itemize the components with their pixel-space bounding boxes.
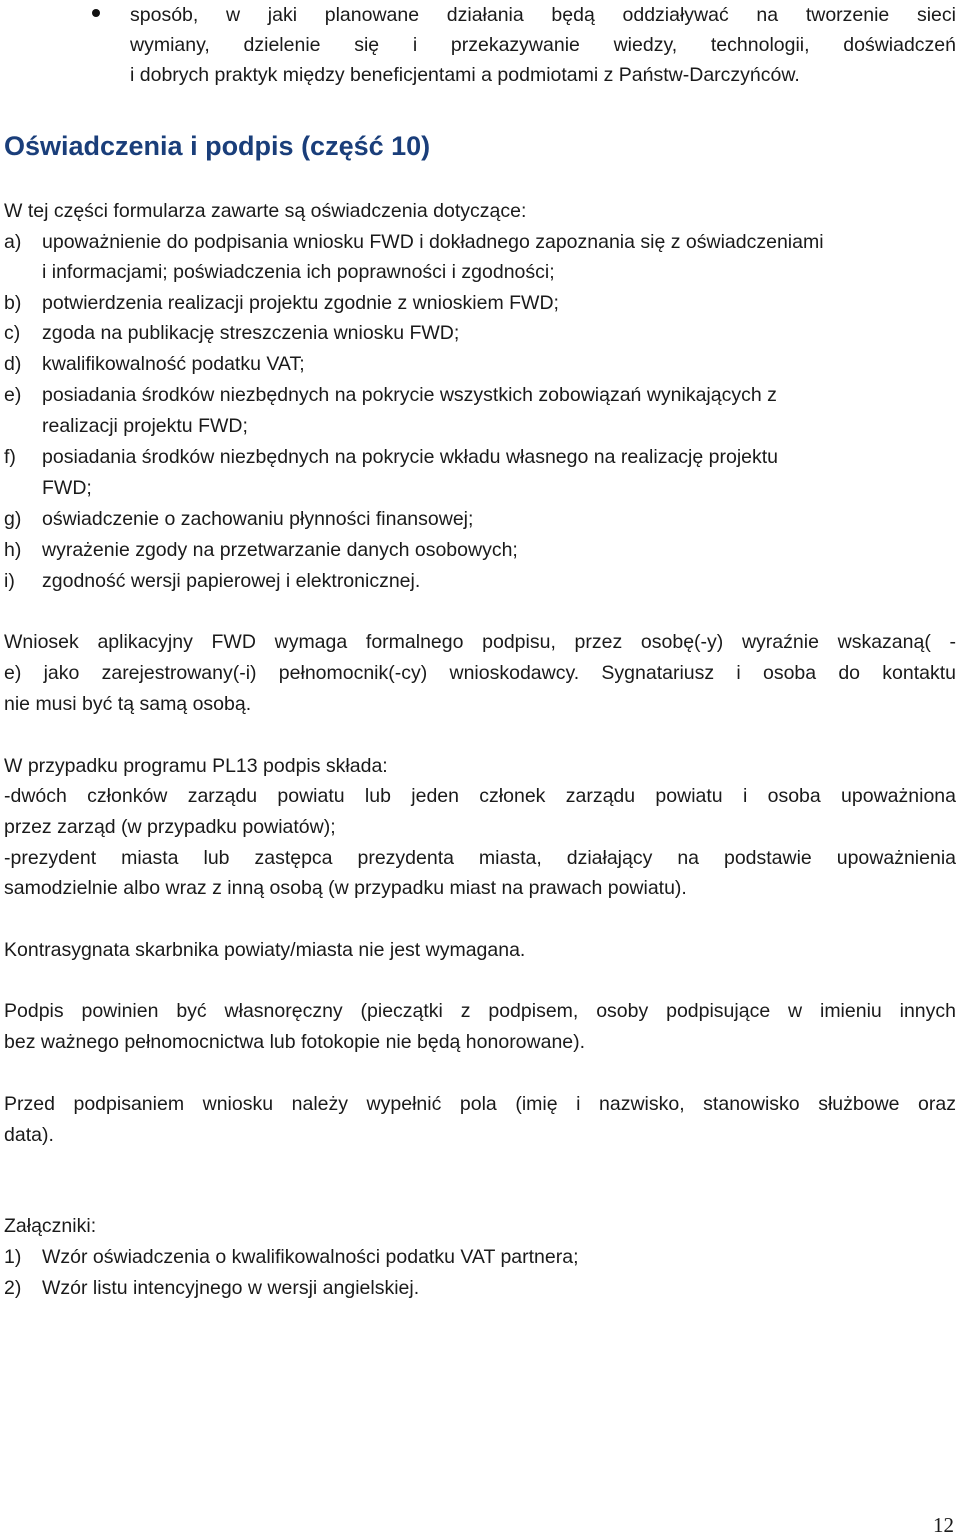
paragraph-line: przez zarząd (w przypadku powiatów); (4, 816, 336, 838)
list-marker: e) (4, 384, 22, 406)
page-number: 12 (933, 1513, 954, 1537)
attachment-text: Wzór listu intencyjnego w wersji angielskiej. (42, 1277, 420, 1299)
paragraph-line: Przed podpisaniem wniosku należy wypełnić pola (imię i nazwisko, stanowisko służbowe oraz (4, 1093, 956, 1115)
paragraph-line: bez ważnego pełnomocnictwa lub fotokopie nie będą honorowane). (4, 1031, 586, 1053)
list-marker: i) (4, 570, 15, 592)
list-item-text: posiadania środków niezbędnych na pokrycie wszystkich zobowiązań wynikających z (42, 384, 777, 406)
list-item (0, 349, 960, 380)
list-item-continuation (0, 257, 960, 288)
list-marker: a) (4, 231, 22, 253)
list-marker: g) (4, 508, 22, 530)
list-item-text: potwierdzenia realizacji projektu zgodnie z wnioskiem FWD; (42, 292, 559, 314)
bullet-dot (92, 9, 100, 17)
list-item-text: posiadania środków niezbędnych na pokrycie wkładu własnego na realizację projektu (42, 446, 779, 468)
countersign-paragraph: Kontrasygnata skarbnika powiaty/miasta nie jest wymagana. (4, 939, 526, 961)
paragraph-line: Wniosek aplikacyjny FWD wymaga formalnego podpisu, przez osobę(-y) wyraźnie wskazaną( - (4, 631, 956, 653)
bullet-line-1: sposób, w jaki planowane działania będą oddziaływać na tworzenie sieci (130, 4, 956, 26)
list-marker: h) (4, 539, 22, 561)
list-item (0, 227, 960, 258)
list-marker: d) (4, 353, 22, 375)
list-item (0, 535, 960, 566)
list-marker: c) (4, 322, 21, 344)
list-item (0, 288, 960, 319)
bullet-line-2: wymiany, dzielenie się i przekazywanie wiedzy, technologii, doświadczeń (130, 34, 956, 56)
list-item-text: zgoda na publikację streszczenia wniosku FWD; (42, 322, 460, 344)
list-item-text: i informacjami; poświadczenia ich poprawności i zgodności; (42, 261, 555, 283)
list-item (0, 504, 960, 535)
paragraph-line: -prezydent miasta lub zastępca prezydenta miasta, działający na podstawie upoważnienia (4, 847, 956, 869)
paragraph-line: samodzielnie albo wraz z inną osobą (w przypadku miast na prawach powiatu). (4, 877, 687, 899)
attachment-item (0, 1273, 960, 1304)
section-heading: Oświadczenia i podpis (część 10) (4, 131, 431, 161)
list-item (0, 318, 960, 349)
list-item (0, 566, 960, 597)
list-item-continuation (0, 473, 960, 504)
attachment-marker: 2) (4, 1277, 22, 1299)
list-marker: b) (4, 292, 22, 314)
attachment-item (0, 1242, 960, 1273)
attachments-title: Załączniki: (4, 1215, 97, 1237)
list-item (0, 442, 960, 473)
bullet-line-3: i dobrych praktyk między beneficjentami a podmiotami z Państw-Darczyńców. (130, 64, 800, 86)
paragraph-line: nie musi być tą samą osobą. (4, 693, 252, 715)
list-marker: f) (4, 446, 16, 468)
attachment-marker: 1) (4, 1246, 22, 1268)
attachment-text: Wzór oświadczenia o kwalifikowalności podatku VAT partnera; (42, 1246, 579, 1268)
list-item-text: FWD; (42, 477, 92, 499)
paragraph-line: W przypadku programu PL13 podpis składa: (4, 755, 388, 777)
paragraph-line: data). (4, 1124, 54, 1146)
paragraph-line: -dwóch członków zarządu powiatu lub jeden członek zarządu powiatu i osoba upoważniona (4, 785, 956, 807)
list-item-text: zgodność wersji papierowej i elektronicznej. (42, 570, 421, 592)
list-item-text: kwalifikowalność podatku VAT; (42, 353, 305, 375)
intro-text: W tej części formularza zawarte są oświadczenia dotyczące: (4, 200, 527, 222)
paragraph-line: e) jako zarejestrowany(-i) pełnomocnik(-cy) wnioskodawcy. Sygnatariusz i osoba do kontaktu (4, 662, 956, 684)
list-item-text: upoważnienie do podpisania wniosku FWD i dokładnego zapoznania się z oświadczeniami (42, 231, 824, 253)
list-item-text: realizacji projektu FWD; (42, 415, 248, 437)
list-item-text: wyrażenie zgody na przetwarzanie danych osobowych; (42, 539, 518, 561)
paragraph-line: Podpis powinien być własnoręczny (pieczątki z podpisem, osoby podpisujące w imieniu innych (4, 1000, 956, 1022)
list-item (0, 380, 960, 411)
list-item-text: oświadczenie o zachowaniu płynności finansowej; (42, 508, 474, 530)
list-item-continuation (0, 411, 960, 442)
